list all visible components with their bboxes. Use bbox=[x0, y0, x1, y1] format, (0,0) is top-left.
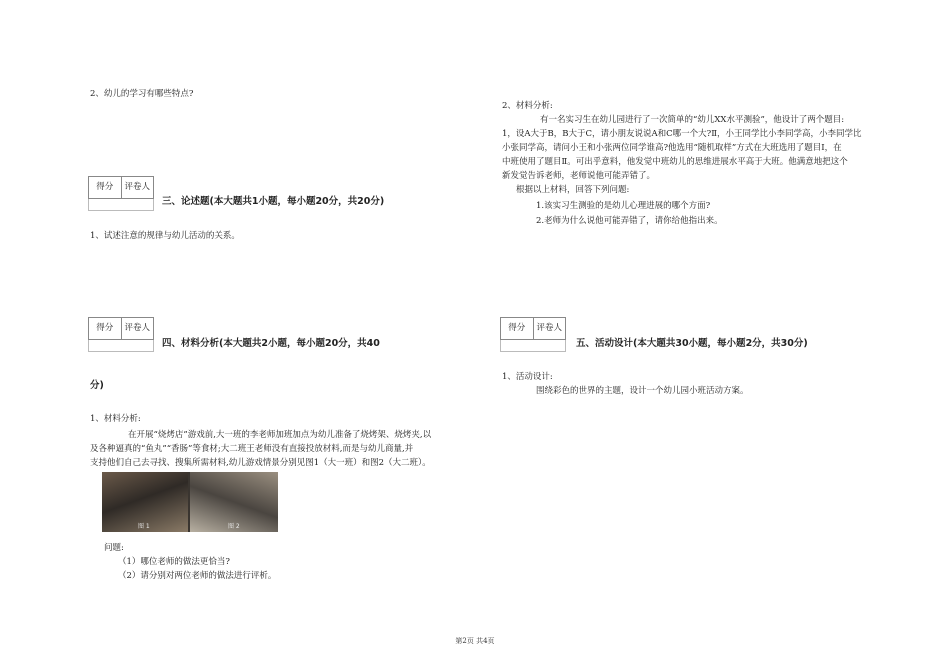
activity-label: 1、活动设计: bbox=[502, 372, 553, 382]
photo-label-2: 图 2 bbox=[228, 523, 240, 530]
material1-line: 及各种逼真的“鱼丸”“香肠”等食材;大二班王老师没有直接投放材料,而是与幼儿商量,并 bbox=[90, 444, 414, 454]
section3-title: 三、论述题(本大题共1小题，每小题20分，共20分) bbox=[162, 196, 385, 207]
score-label: 得分 bbox=[508, 323, 526, 333]
page-footer: 第2页 共4页 bbox=[455, 637, 495, 645]
grader-label: 评卷人 bbox=[121, 177, 154, 198]
section5-title: 五、活动设计(本大题共30小题，每小题2分，共30分) bbox=[576, 338, 808, 349]
score-blank-row bbox=[88, 199, 154, 211]
score-box-section3 bbox=[88, 176, 154, 199]
material2-label: 2、材料分析: bbox=[502, 101, 553, 111]
material2-question: 1.该实习生测验的是幼儿心理进展的哪个方面? bbox=[536, 201, 711, 211]
score-label: 得分 bbox=[96, 323, 114, 333]
question-item: （1）哪位老师的做法更恰当? bbox=[118, 557, 230, 567]
section4-title: 四、材料分析(本大题共2小题，每小题20分，共40 bbox=[162, 338, 380, 349]
score-blank-row bbox=[500, 340, 566, 352]
material2-line: 新发觉告诉老师，老师说他可能弄错了。 bbox=[502, 171, 656, 181]
material2-line: 小张同学高，请问小王和小张两位同学谁高?他选用“随机取样”方式在大班选用了题目Ⅰ，在 bbox=[502, 143, 842, 153]
material1-label: 1、材料分析: bbox=[90, 414, 141, 424]
question-attention: 1、试述注意的规律与幼儿活动的关系。 bbox=[90, 231, 240, 241]
score-blank-row bbox=[88, 340, 154, 352]
game-scene-photo bbox=[102, 472, 278, 532]
questions-label: 问题: bbox=[104, 543, 124, 553]
material2-line: 1，设A大于B，B大于C，请小朋友说说A和C哪一个大?Ⅱ，小王同学比小李同学高，小李同学比 bbox=[502, 129, 862, 139]
section4-title-cont: 分) bbox=[90, 380, 104, 391]
score-box-section4 bbox=[88, 317, 154, 340]
question-learning-features: 2、幼儿的学习有哪些特点? bbox=[90, 89, 194, 99]
material1-line: 在开展“烧烤店”游戏前,大一班的李老师加班加点为幼儿准备了烧烤架、烧烤夹,以 bbox=[128, 430, 432, 440]
activity-text: 围绕彩色的世界的主题，设计一个幼儿园小班活动方案。 bbox=[536, 386, 749, 396]
score-label: 得分 bbox=[96, 182, 114, 192]
material2-prompt: 根据以上材料，回答下列问题: bbox=[516, 185, 630, 195]
score-box-section5 bbox=[500, 317, 566, 340]
material2-line: 有一名实习生在幼儿园进行了一次简单的“幼儿XX水平测验”，他设计了两个题目: bbox=[540, 115, 845, 125]
question-item: （2）请分别对两位老师的做法进行评析。 bbox=[118, 571, 277, 581]
grader-label: 评卷人 bbox=[533, 318, 566, 339]
material2-question: 2.老师为什么说他可能弄错了，请你给他指出来。 bbox=[536, 216, 723, 226]
material2-line: 中班使用了题目Ⅱ。可出乎意料，他发觉中班幼儿的思维进展水平高于大班。他满意地把这个 bbox=[502, 157, 848, 167]
grader-label: 评卷人 bbox=[121, 318, 154, 339]
photo-label-1: 图 1 bbox=[138, 523, 150, 530]
material1-line: 支持他们自己去寻找、搜集所需材料,幼儿游戏情景分别见图1（大一班）和图2（大二班）。 bbox=[90, 458, 431, 468]
